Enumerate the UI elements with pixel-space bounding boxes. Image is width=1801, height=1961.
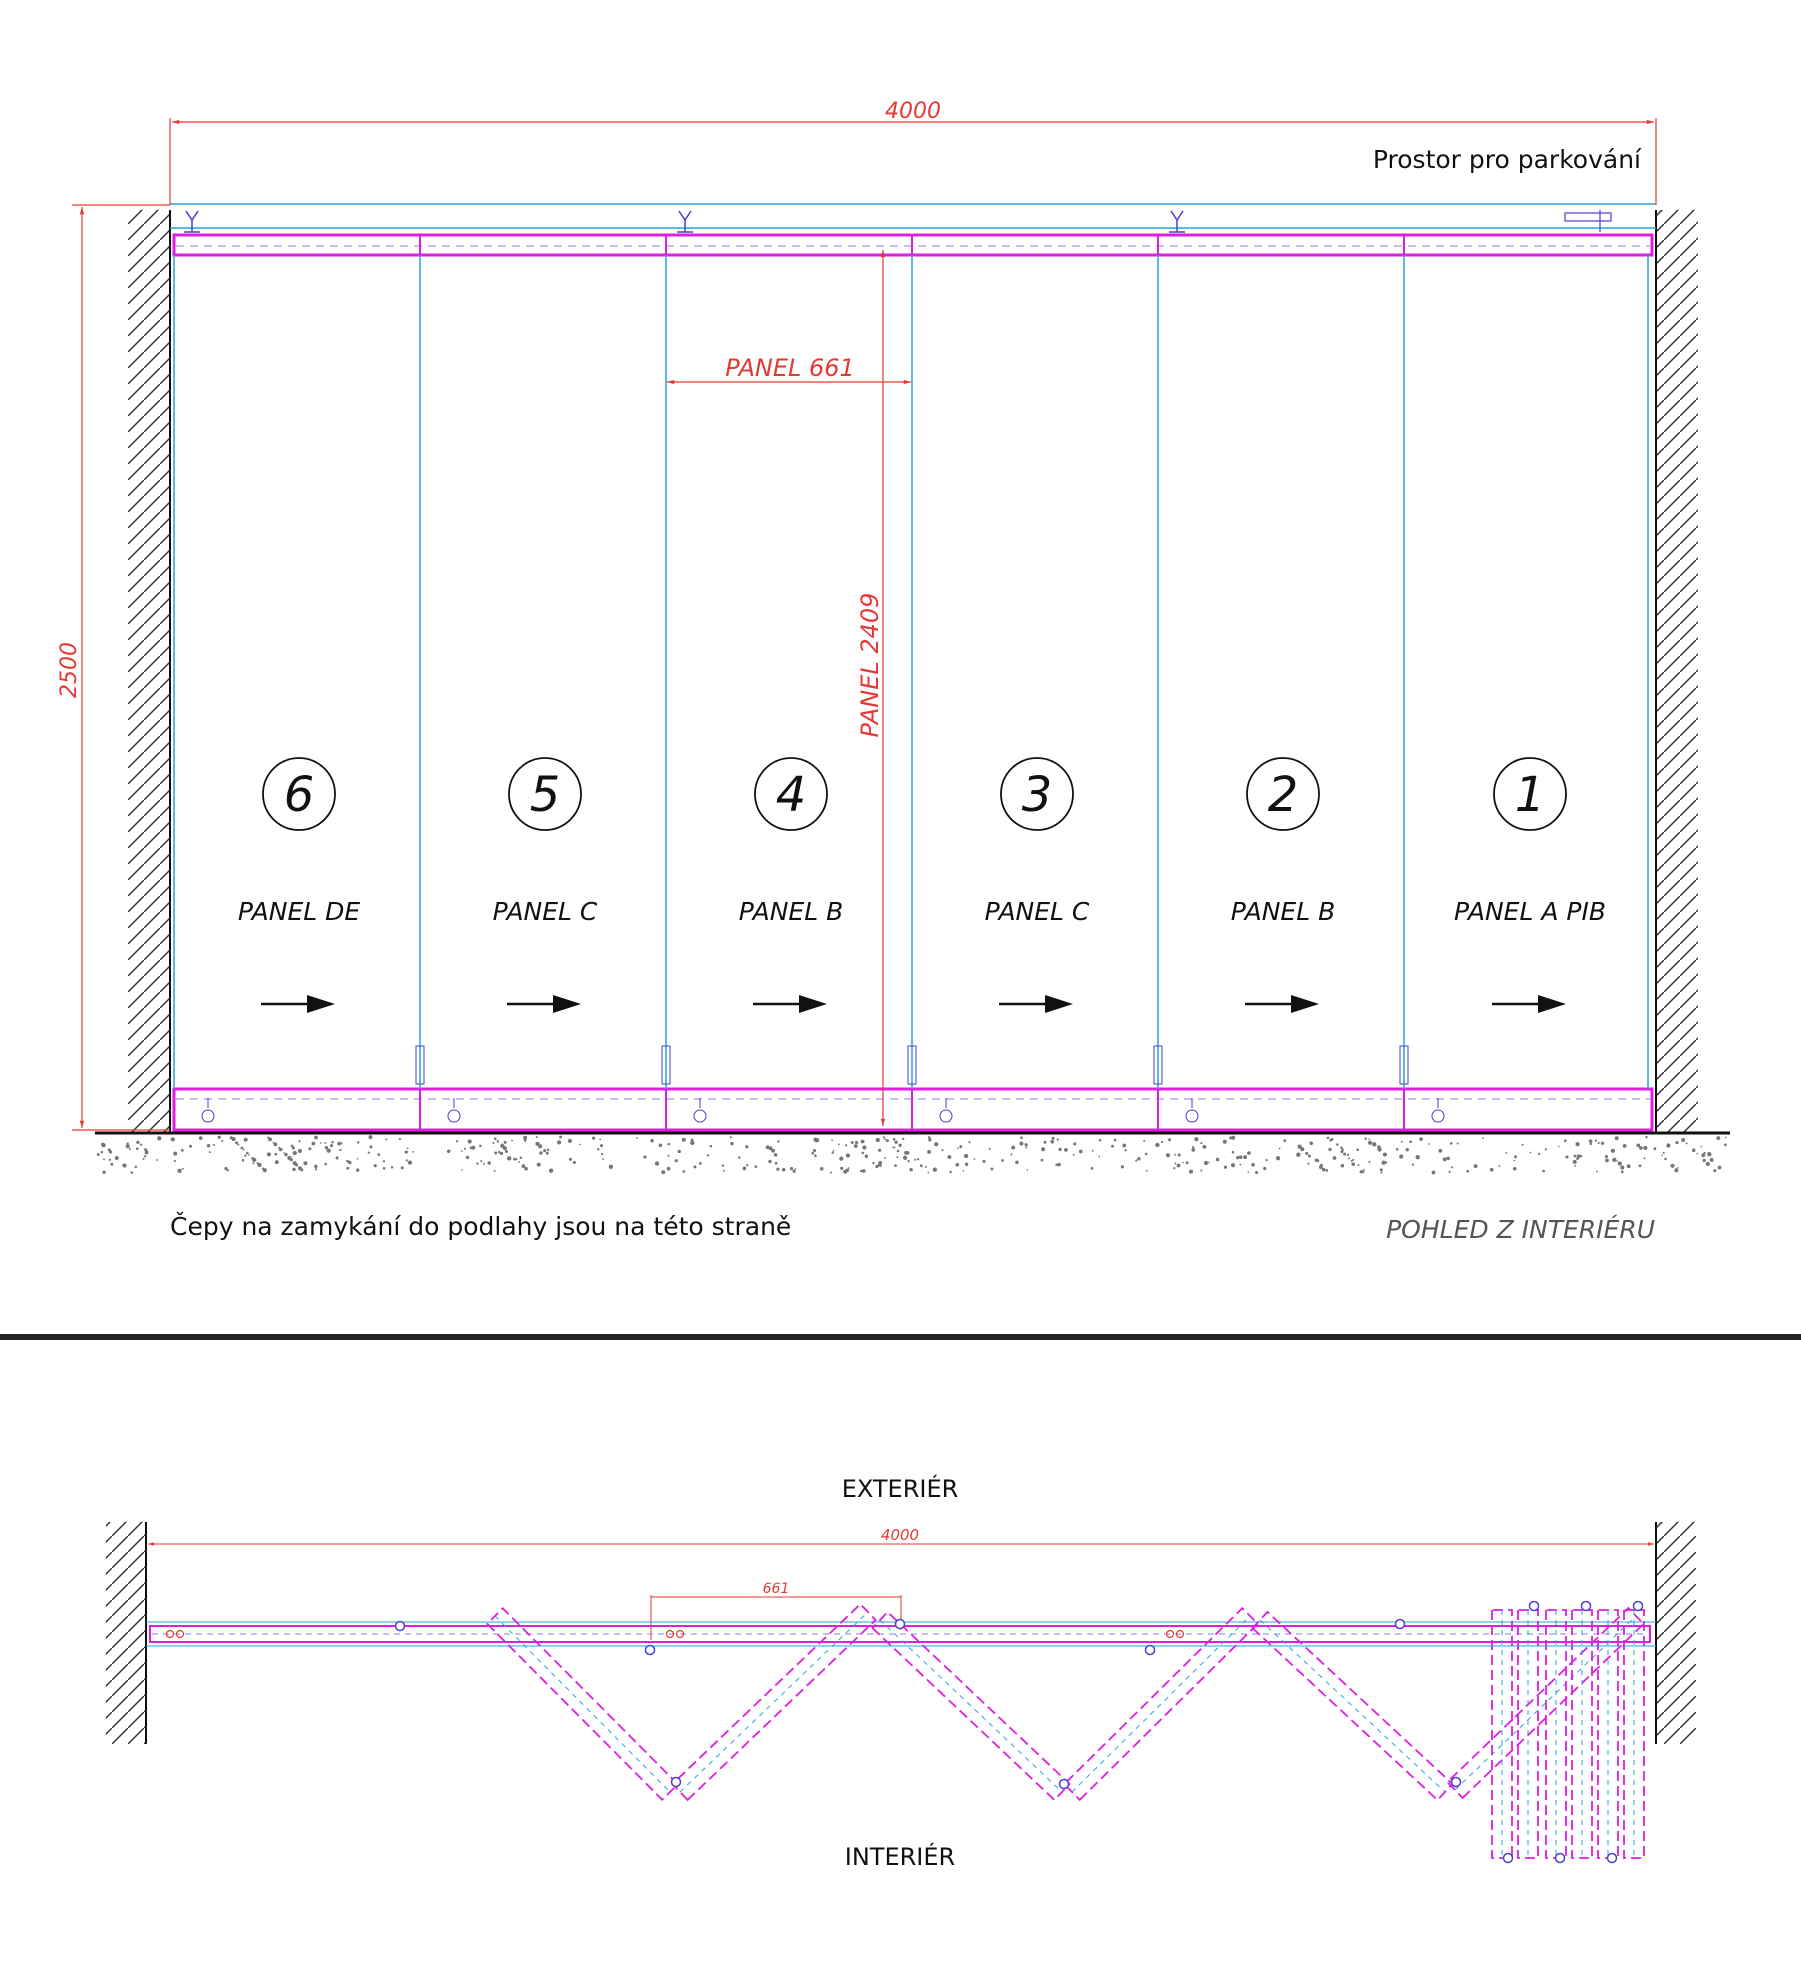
pivot-icon — [1504, 1602, 1539, 1863]
direction-arrow-icon — [507, 995, 581, 1013]
direction-arrow-icon — [1492, 995, 1566, 1013]
pivot-icon — [672, 1778, 681, 1787]
panel-4 — [985, 758, 1090, 1013]
folded-panel — [1546, 1610, 1566, 1858]
panel-number: 3 — [1021, 767, 1053, 823]
floor-bolt-icon — [1432, 1098, 1444, 1122]
direction-arrow-icon — [999, 995, 1073, 1013]
panel-number: 5 — [529, 767, 561, 823]
front-hardware — [184, 210, 1611, 1122]
folded-panel — [487, 1608, 678, 1800]
roller-hanger-icon — [1169, 211, 1185, 232]
folded-panel — [1598, 1610, 1618, 1858]
panel-dividers — [174, 235, 1648, 1130]
exterior-label: EXTERIÉR — [841, 1475, 959, 1503]
floor-bolt-icon — [1186, 1098, 1198, 1122]
right-wall — [1656, 210, 1698, 1132]
folded-panel — [872, 1612, 1069, 1800]
left-wall — [128, 210, 170, 1132]
panel-label: PANEL C — [492, 897, 598, 926]
dim-width-label: 4000 — [885, 99, 941, 124]
pivot-icon — [1060, 1780, 1069, 1789]
pivot-icon — [1556, 1602, 1591, 1863]
plan-left-wall — [106, 1522, 146, 1744]
parking-note: Prostor pro parkování — [1372, 145, 1641, 174]
direction-arrow-icon — [261, 995, 335, 1013]
folded-panel — [1624, 1610, 1644, 1858]
roller-hanger-icon — [184, 211, 200, 232]
floor — [95, 1133, 1730, 1174]
panel-label: PANEL B — [738, 897, 844, 926]
panel-label: PANEL DE — [237, 897, 361, 926]
plan-folded-panels — [167, 1602, 1645, 1863]
plan-dim-width — [148, 1526, 1654, 1544]
panel-label: PANEL C — [984, 897, 1090, 926]
panel-3 — [739, 758, 843, 1013]
dim-panel-width — [667, 354, 911, 382]
pivot-icon — [396, 1622, 405, 1631]
floor-bolt-icon — [448, 1098, 460, 1122]
floor-bolt-icon — [694, 1098, 706, 1122]
dim-panel-width-label: PANEL 661 — [725, 354, 855, 382]
view-title: POHLED Z INTERIÉRU — [1386, 1215, 1655, 1244]
folded-panel — [672, 1604, 875, 1800]
panel-6 — [1454, 758, 1606, 1013]
panel-5 — [1231, 758, 1335, 1013]
panel-number: 1 — [1514, 767, 1546, 823]
direction-arrow-icon — [1245, 995, 1319, 1013]
dim-height-label: 2500 — [57, 642, 82, 698]
panel-number: 6 — [283, 767, 315, 823]
pivot-icon — [1396, 1620, 1405, 1629]
folded-panel — [1253, 1612, 1453, 1800]
pivot-icon — [896, 1620, 905, 1629]
folded-panel — [1572, 1610, 1592, 1858]
pivot-icon — [1452, 1778, 1461, 1787]
floor-bolt-icon — [202, 1098, 214, 1122]
panel-number: 4 — [775, 767, 807, 823]
plan-dim-width-label: 4000 — [880, 1526, 920, 1544]
plan-dim-panel-label: 661 — [762, 1581, 790, 1597]
interior-label: INTERIÉR — [844, 1843, 956, 1871]
plan-view — [106, 1474, 1696, 1871]
folded-panel — [1492, 1610, 1512, 1858]
direction-arrow-icon — [753, 995, 827, 1013]
panel-2 — [493, 758, 598, 1013]
panel-1 — [238, 758, 361, 1013]
folded-panel — [1518, 1610, 1538, 1858]
panel-number: 2 — [1267, 767, 1299, 823]
panel-label: PANEL B — [1230, 897, 1336, 926]
panel-label: PANEL A PIB — [1454, 897, 1606, 926]
pivot-icon — [646, 1646, 655, 1655]
pivot-icon — [1146, 1646, 1155, 1655]
dim-panel-height-label: PANEL 2409 — [856, 592, 884, 738]
front-view — [57, 99, 1730, 1244]
plan-right-wall — [1656, 1522, 1696, 1744]
roller-hanger-icon — [677, 211, 693, 232]
floor-bolt-icon — [940, 1098, 952, 1122]
folded-panel — [1064, 1608, 1257, 1800]
floor-lock-note: Čepy na zamykání do podlahy jsou na této straně — [170, 1212, 792, 1241]
panel-marks — [238, 758, 1606, 1013]
